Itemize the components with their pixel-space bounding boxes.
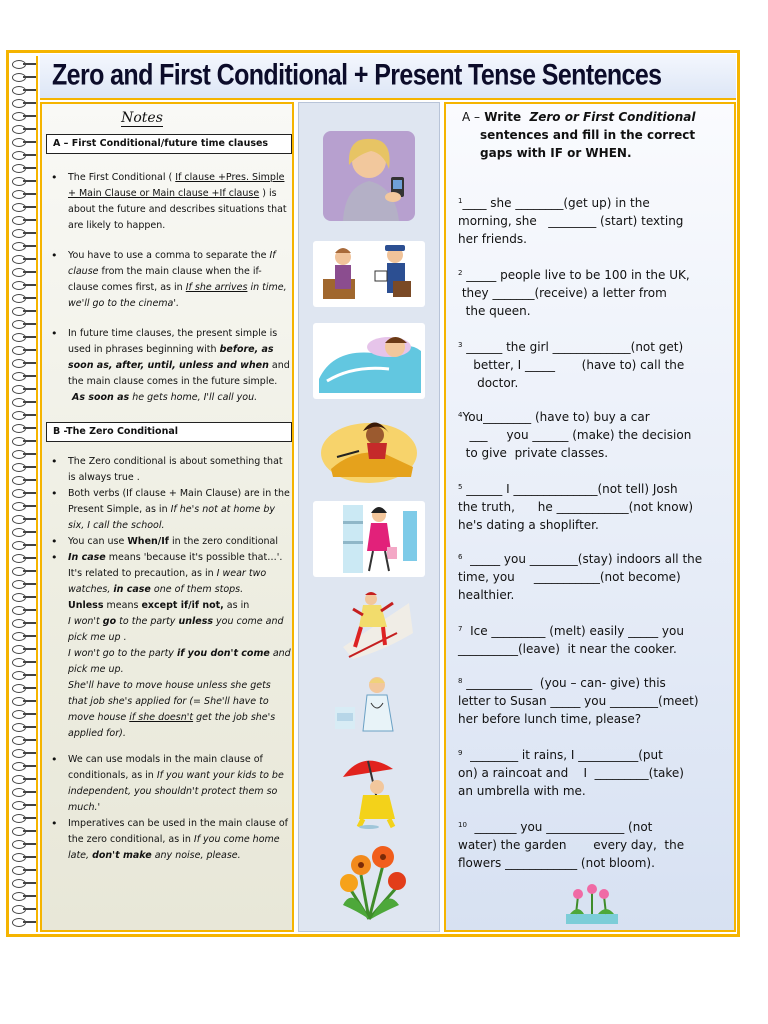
spiral-ring — [12, 645, 36, 654]
spiral-ring — [12, 268, 36, 277]
spiral-ring — [12, 606, 36, 615]
spiral-ring — [12, 424, 36, 433]
spiral-ring — [12, 788, 36, 797]
note-b5-example-1: I won't go to the party unless you come and pick me up . — [68, 616, 284, 643]
spiral-binding — [8, 56, 36, 932]
spiral-ring — [12, 749, 36, 758]
spiral-ring — [12, 879, 36, 888]
spiral-ring — [12, 827, 36, 836]
spiral-ring — [12, 476, 36, 485]
spiral-ring — [12, 255, 36, 264]
section-b-notes — [50, 454, 292, 864]
small-flowers-icon — [562, 882, 622, 926]
spiral-ring — [12, 203, 36, 212]
spiral-ring — [12, 190, 36, 199]
question-7 — [458, 622, 732, 658]
spiral-ring — [12, 333, 36, 342]
question-number: 2 — [458, 269, 463, 277]
spiral-ring — [12, 60, 36, 69]
spiral-ring — [12, 892, 36, 901]
question-2 — [458, 266, 732, 320]
question-9 — [458, 746, 732, 800]
spiral-ring — [12, 567, 36, 576]
woman-driving-icon — [313, 413, 425, 485]
question-8 — [458, 674, 732, 728]
spiral-ring — [12, 86, 36, 95]
doctor-icon — [313, 673, 425, 735]
question-1 — [458, 194, 732, 248]
question-text: ____ she ________(get up) in the morning, she ________ (start) texting her friends. — [458, 196, 684, 246]
spiral-ring — [12, 853, 36, 862]
spiral-ring — [12, 658, 36, 667]
spiral-ring — [12, 736, 36, 745]
title-bar — [40, 54, 736, 100]
question-5 — [458, 480, 732, 534]
sick-in-bed-icon — [313, 323, 425, 399]
spiral-ring — [12, 697, 36, 706]
shopping-icon — [313, 501, 425, 577]
question-number: 7 — [458, 625, 463, 633]
section-a-notes — [50, 170, 292, 420]
note-b5: Unless means except if/if not, as in — [68, 600, 250, 611]
spiral-ring — [12, 619, 36, 628]
section-b-heading: B -The Zero Conditional — [46, 422, 292, 442]
spiral-ring — [12, 775, 36, 784]
note-b2: • Both verbs (If clause + Main Clause) are in the Present Simple, as in If he's not at home by six, I call the school. — [50, 486, 292, 534]
spiral-ring — [12, 229, 36, 238]
spiral-ring — [12, 164, 36, 173]
note-a3-example: As soon as he gets home, I'll call you. — [72, 392, 258, 403]
note-b4: • In case means 'because it's possible that…'. It's related to precaution, as in I wear two watches, in case one of them stops. — [50, 550, 292, 598]
spiral-ring — [12, 177, 36, 186]
question-number: 9 — [458, 749, 463, 757]
question-6 — [458, 550, 732, 604]
spiral-ring — [12, 684, 36, 693]
spiral-ring — [12, 463, 36, 472]
spiral-ring — [12, 346, 36, 355]
spiral-ring — [12, 502, 36, 511]
question-text: ______ the girl _____________(not get) better, I _____ (have to) call the doctor. — [466, 340, 685, 390]
note-b5-example-2: I won't go to the party if you don't come and pick me up. — [68, 648, 291, 675]
spiral-ring — [12, 671, 36, 680]
spiral-ring — [12, 411, 36, 420]
spiral-ring — [12, 528, 36, 537]
spiral-ring — [12, 489, 36, 498]
spiral-ring — [12, 515, 36, 524]
spiral-ring — [12, 437, 36, 446]
spiral-ring — [12, 801, 36, 810]
spiral-ring — [12, 710, 36, 719]
spiral-ring — [12, 450, 36, 459]
spiral-ring — [12, 905, 36, 914]
skier-icon — [313, 587, 425, 665]
spiral-ring — [12, 814, 36, 823]
spiral-ring — [12, 307, 36, 316]
spiral-ring — [12, 138, 36, 147]
spiral-ring — [12, 632, 36, 641]
spiral-ring — [12, 398, 36, 407]
spiral-ring — [12, 125, 36, 134]
spiral-ring — [12, 866, 36, 875]
question-4 — [458, 408, 732, 462]
spiral-ring — [12, 593, 36, 602]
note-b7: • Imperatives can be used in the main clause of the zero conditional, as in If you come home late, don't make any noise, please. — [50, 816, 292, 864]
question-number: 4 — [458, 411, 463, 419]
notes-panel — [40, 102, 294, 932]
note-a3: • In future time clauses, the present simple is used in phrases beginning with before, as soon as, after, until, unless and when and the main clause comes in the future simple. — [50, 326, 292, 390]
spiral-ring — [12, 242, 36, 251]
exercise-instructions: A – Write Zero or First Conditional sentences and fill in the correct gaps with IF or WHEN. — [462, 110, 696, 160]
question-number: 5 — [458, 483, 463, 491]
question-3 — [458, 338, 732, 392]
spiral-ring — [12, 359, 36, 368]
spiral-ring — [12, 281, 36, 290]
question-text: Ice _________ (melt) easily _____ you __________(leave) it near the cooker. — [458, 624, 684, 656]
postman-icon — [313, 241, 425, 307]
question-number: 1 — [458, 197, 463, 205]
spiral-ring — [12, 112, 36, 121]
question-text: You________ (have to) buy a car ___ you ______ (make) the decision to give private classes. — [462, 410, 692, 460]
note-b1: • The Zero conditional is about something that is always true . — [50, 454, 292, 486]
page-title: Zero and First Conditional + Present Tense Sentences — [52, 58, 662, 92]
woman-with-phone-icon — [313, 125, 425, 225]
spiral-ring — [12, 99, 36, 108]
notes-heading: Notes — [42, 110, 242, 126]
spiral-ring — [12, 320, 36, 329]
note-a1: • The First Conditional ( If clause +Pres. Simple + Main Clause or Main clause +If clause ) is about the future and describes situations that are likely to happen. — [50, 170, 292, 234]
spiral-ring — [12, 541, 36, 550]
spiral-ring — [12, 73, 36, 82]
question-number: 3 — [458, 341, 463, 349]
spiral-ring — [12, 385, 36, 394]
spiral-ring — [12, 580, 36, 589]
spiral-ring — [12, 151, 36, 160]
note-a2: • You have to use a comma to separate the If clause from the main clause when the if- clause comes first, as in If she arrives in time, we'll go to the cinema'. — [50, 248, 292, 312]
spiral-ring — [12, 216, 36, 225]
question-text: _______ you _____________ (not water) the garden every day, the flowers ____________ (not bloom). — [458, 820, 685, 870]
spiral-ring — [12, 294, 36, 303]
question-number: 8 — [458, 677, 463, 685]
flowers-icon — [313, 835, 425, 921]
note-b3: • You can use When/If in the zero conditional — [50, 534, 292, 550]
question-text: _____ you ________(stay) indoors all the time, you ___________(not become) healthier. — [458, 552, 703, 602]
spiral-ring — [12, 372, 36, 381]
question-10 — [458, 818, 732, 872]
question-number: 6 — [458, 553, 463, 561]
spiral-ring — [12, 723, 36, 732]
question-number: 10 — [458, 821, 467, 829]
question-text: ______ I ______________(not tell) Josh the truth, he ____________(not know) he's dating a shoplifter. — [458, 482, 694, 532]
spiral-ring — [12, 918, 36, 927]
spiral-ring — [12, 762, 36, 771]
note-b5-example-3: She'll have to move house unless she gets that job she's applied for (= She'll have to move house if she doesn't get the job she's applied for). — [68, 680, 276, 739]
question-text: ___________ (you – can- give) this letter to Susan _____ you ________(meet) her before lunch time, please? — [458, 676, 699, 726]
picture-column — [298, 102, 440, 932]
child-with-umbrella-icon — [313, 747, 425, 829]
question-text: _____ people live to be 100 in the UK, they _______(receive) a letter from the queen. — [461, 268, 690, 318]
spiral-ring — [12, 554, 36, 563]
exercise-panel — [444, 102, 736, 932]
section-a-heading: A – First Conditional/future time clauses — [46, 134, 292, 154]
note-b6: • We can use modals in the main clause of conditionals, as in If you want your kids to be independent, you shouldn't protect them so much.' — [50, 752, 292, 816]
question-text: ________ it rains, I __________(put on) a raincoat and I _________(take) an umbrella with me. — [458, 748, 684, 798]
binding-line — [36, 56, 38, 932]
spiral-ring — [12, 840, 36, 849]
